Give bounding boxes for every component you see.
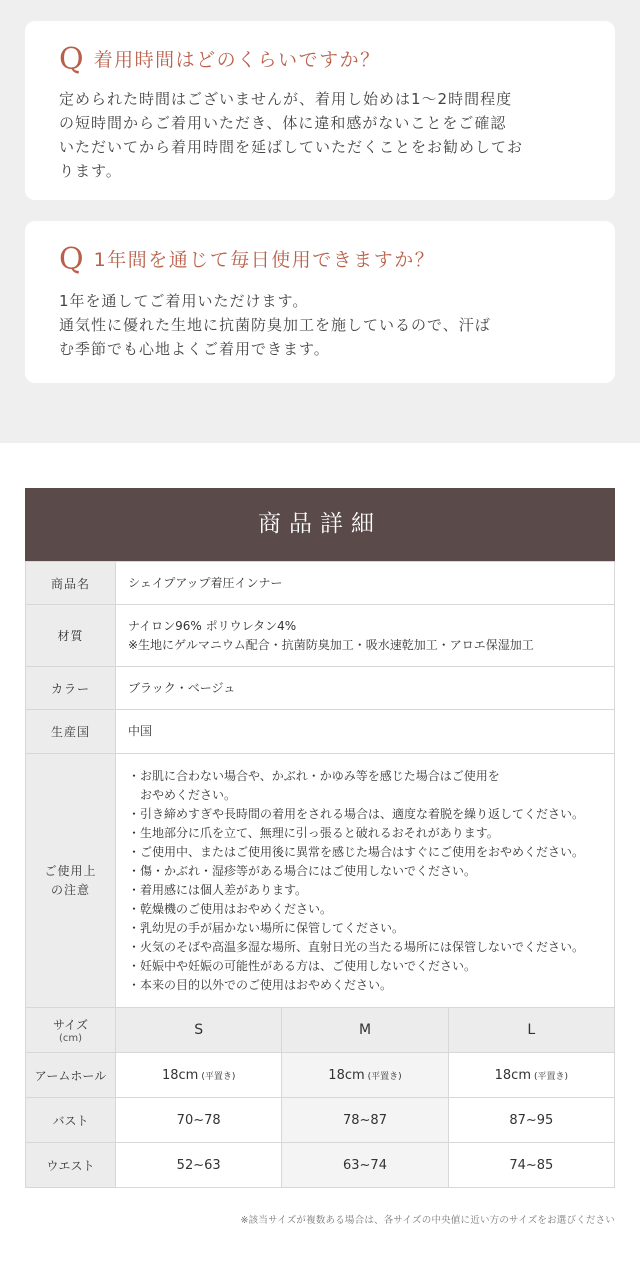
size-s: S bbox=[116, 1008, 282, 1053]
material-value bbox=[116, 605, 615, 667]
size-table bbox=[25, 1007, 615, 1188]
size-row-label: ウエスト bbox=[26, 1143, 116, 1188]
section-title: 商品詳細 bbox=[25, 488, 615, 561]
size-row bbox=[26, 1098, 615, 1143]
size-footnote: ※該当サイズが複数ある場合は、各サイズの中央値に近い方のサイズをお選びください bbox=[240, 1215, 615, 1226]
note-line: ・本来の目的以外でのご使用はおやめください。 bbox=[128, 977, 393, 992]
cell-note: (平置き) bbox=[533, 1071, 569, 1082]
label-line: の注意 bbox=[50, 882, 90, 897]
usage-notes bbox=[116, 754, 615, 1008]
details-table bbox=[25, 561, 615, 1008]
answer-line: 通気性に優れた生地に抗菌防臭加工を施しているので、汗ば bbox=[59, 316, 491, 334]
size-row-label: バスト bbox=[26, 1098, 116, 1143]
faq-section bbox=[0, 0, 640, 443]
question-text: 着用時間はどのくらいですか？ bbox=[93, 49, 381, 71]
cell-value: 18cm bbox=[328, 1067, 365, 1083]
origin-value: 中国 bbox=[116, 710, 615, 754]
color-value: ブラック・ベージュ bbox=[116, 667, 615, 710]
size-cell bbox=[448, 1053, 614, 1098]
material-line: ※生地にゲルマニウム配合・抗菌防臭加工・吸水速乾加工・アロエ保湿加工 bbox=[128, 637, 534, 652]
note-line: おやめください。 bbox=[128, 787, 237, 802]
size-cell: 78~87 bbox=[282, 1098, 448, 1143]
row-label bbox=[26, 754, 116, 1008]
cell-note: (平置き) bbox=[367, 1071, 402, 1082]
row-label: 商品名 bbox=[26, 562, 116, 605]
table-row bbox=[26, 710, 615, 754]
answer-line: いただいてから着用時間を延ばしていただくことをお勧めしてお bbox=[59, 138, 524, 156]
answer-line: の短時間からご着用いただき、体に違和感がないことをご確認 bbox=[59, 114, 507, 132]
answer-line: む季節でも心地よくご着用できます。 bbox=[59, 340, 330, 358]
cell-value: 18cm bbox=[161, 1067, 199, 1083]
size-row-label: アームホール bbox=[26, 1053, 116, 1098]
faq-question bbox=[59, 243, 581, 277]
size-m: M bbox=[282, 1008, 448, 1053]
material-line: ナイロン96% ポリウレタン4% bbox=[128, 618, 297, 633]
size-cell: 63~74 bbox=[282, 1143, 448, 1188]
faq-answer bbox=[59, 87, 581, 183]
size-cell bbox=[116, 1053, 282, 1098]
note-line: ・ご使用中、またはご使用後に異常を感じた場合はすぐにご使用をおやめください。 bbox=[128, 844, 585, 859]
faq-question bbox=[59, 43, 581, 77]
product-name: シェイプアップ着圧インナー bbox=[116, 562, 615, 605]
size-row bbox=[26, 1053, 615, 1098]
table-row bbox=[26, 605, 615, 667]
cell-value: 18cm bbox=[494, 1067, 531, 1083]
size-cell: 52~63 bbox=[116, 1143, 282, 1188]
size-row bbox=[26, 1143, 615, 1188]
row-label: 材質 bbox=[26, 605, 116, 667]
q-mark: Q bbox=[59, 242, 84, 277]
faq-card bbox=[25, 221, 615, 383]
faq-answer bbox=[59, 289, 581, 361]
answer-line: 定められた時間はございませんが、着用し始めは1〜2時間程度 bbox=[59, 90, 513, 108]
size-header-row bbox=[26, 1008, 615, 1053]
note-line: ・傷・かぶれ・湿疹等がある場合にはご使用しないでください。 bbox=[128, 863, 477, 878]
size-cell bbox=[282, 1053, 448, 1098]
size-label: サイズ bbox=[52, 1018, 89, 1032]
size-cell: 70~78 bbox=[116, 1098, 282, 1143]
size-cell: 74~85 bbox=[448, 1143, 614, 1188]
note-line: ・乳幼児の手が届かない場所に保管してください。 bbox=[128, 920, 405, 935]
cell-note: (平置き) bbox=[201, 1071, 236, 1082]
row-label: 生産国 bbox=[26, 710, 116, 754]
row-label: カラー bbox=[26, 667, 116, 710]
table-row bbox=[26, 667, 615, 710]
question-text: 1年間を通じて毎日使用できますか？ bbox=[93, 249, 436, 271]
note-line: ・お肌に合わない場合や、かぶれ・かゆみ等を感じた場合はご使用を bbox=[128, 768, 500, 783]
faq-card bbox=[25, 21, 615, 200]
label-line: ご使用上 bbox=[44, 863, 97, 878]
note-line: ・着用感には個人差があります。 bbox=[128, 882, 308, 897]
size-header-label bbox=[26, 1008, 116, 1053]
answer-line: 1年を通してご着用いただけます。 bbox=[59, 292, 309, 310]
q-mark: Q bbox=[59, 42, 84, 77]
note-line: ・乾燥機のご使用はおやめください。 bbox=[128, 901, 333, 916]
table-row bbox=[26, 562, 615, 605]
note-line: ・妊娠中や妊娠の可能性がある方は、ご使用しないでください。 bbox=[128, 958, 477, 973]
note-line: ・生地部分に爪を立て、無理に引っ張ると破れるおそれがあります。 bbox=[128, 825, 499, 840]
answer-line: ります。 bbox=[59, 162, 122, 180]
size-unit: (cm) bbox=[58, 1033, 83, 1044]
product-details bbox=[25, 488, 615, 1188]
note-line: ・引き締めすぎや長時間の着用をされる場合は、適度な着脱を繰り返してください。 bbox=[128, 806, 585, 821]
note-line: ・火気のそばや高温多湿な場所、直射日光の当たる場所には保管しないでください。 bbox=[128, 939, 585, 954]
size-l: L bbox=[448, 1008, 614, 1053]
table-row bbox=[26, 754, 615, 1008]
size-cell: 87~95 bbox=[448, 1098, 614, 1143]
